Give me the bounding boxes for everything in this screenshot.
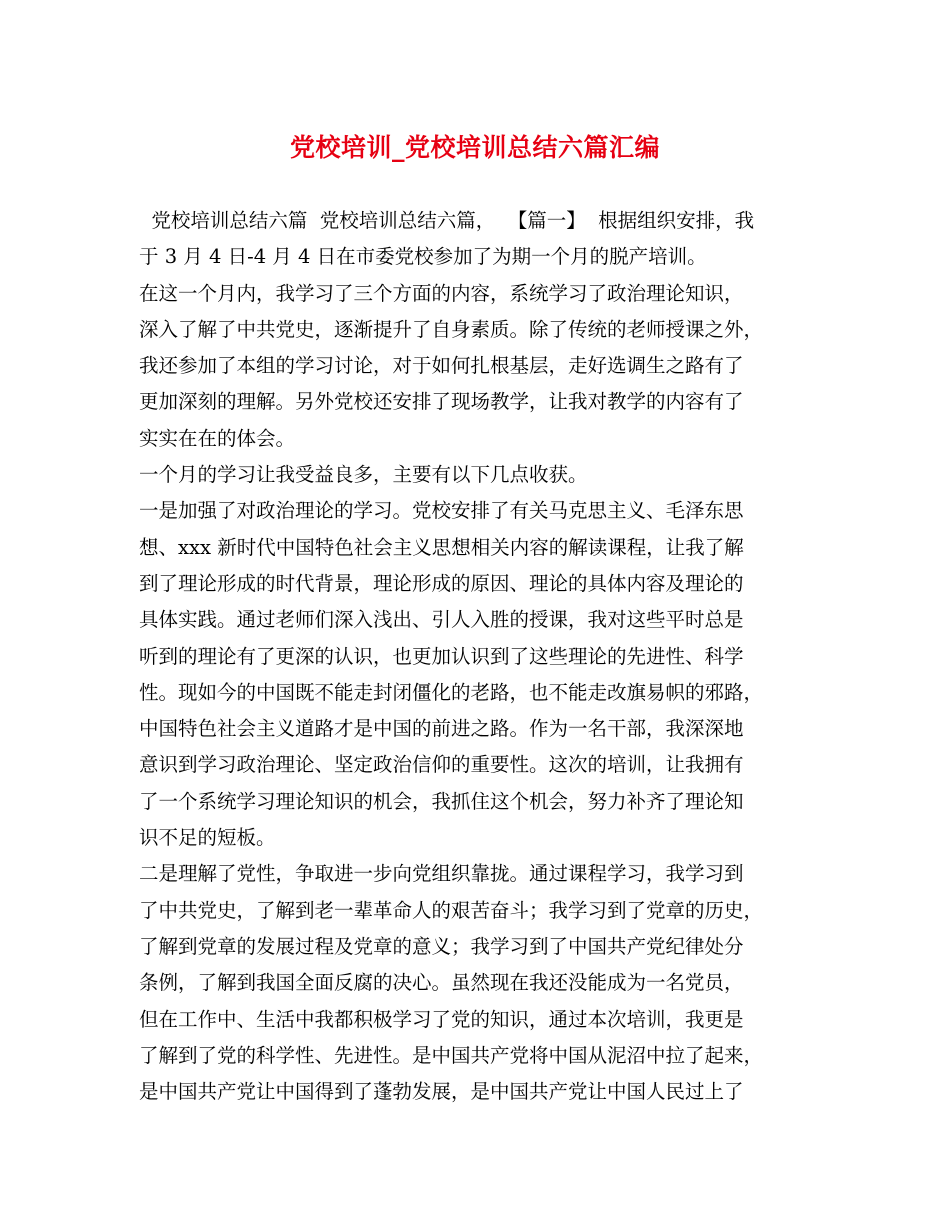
body-line: 了中共党史，了解到老一辈革命人的艰苦奋斗；我学习到了党章的历史， — [139, 898, 764, 922]
body-line: 了解到党章的发展过程及党章的意义；我学习到了中国共产党纪律处分 — [139, 934, 744, 958]
body-line: 性。现如今的中国既不能走封闭僵化的老路，也不能走改旗易帜的邪路， — [139, 680, 764, 704]
document-title: 党校培训_党校培训总结六篇汇编 — [289, 133, 660, 162]
body-line: 意识到学习政治理论、坚定政治信仰的重要性。这次的培训，让我拥有 — [139, 753, 744, 777]
body-line: 深入了解了中共党史，逐渐提升了自身素质。除了传统的老师授课之外， — [139, 317, 764, 341]
body-line: 于 3 月 4 日-4 月 4 日在市委党校参加了为期一个月的脱产培训。 — [139, 245, 707, 269]
body-line: 识不足的短板。 — [139, 826, 276, 850]
body-line: 中国特色社会主义道路才是中国的前进之路。作为一名干部，我深深地 — [139, 717, 744, 741]
body-line: 了一个系统学习理论知识的机会，我抓住这个机会，努力补齐了理论知 — [139, 789, 744, 813]
document-body — [139, 203, 829, 1110]
body-line: 了解到了党的科学性、先进性。是中国共产党将中国从泥沼中拉了起来， — [139, 1043, 764, 1067]
body-line: 一个月的学习让我受益良多，主要有以下几点收获。 — [139, 463, 588, 487]
body-line: 在这一个月内，我学习了三个方面的内容，系统学习了政治理论知识， — [139, 281, 744, 305]
body-line: 到了理论形成的时代背景，理论形成的原因、理论的具体内容及理论的 — [139, 571, 744, 595]
body-line: 但在工作中、生活中我都积极学习了党的知识，通过本次培训，我更是 — [139, 1007, 744, 1031]
body-line: 党校培训总结六篇 党校培训总结六篇， 【篇一】 根据组织安排，我 — [139, 209, 755, 232]
body-line: 想、xxx 新时代中国特色社会主义思想相关内容的解读课程，让我了解 — [139, 535, 744, 559]
body-line: 条例，了解到我国全面反腐的决心。虽然现在我还没能成为一名党员， — [139, 971, 744, 995]
body-line: 实实在在的体会。 — [139, 426, 296, 450]
body-line: 一是加强了对政治理论的学习。党校安排了有关马克思主义、毛泽东思 — [139, 499, 744, 523]
body-line: 我还参加了本组的学习讨论，对于如何扎根基层，走好选调生之路有了 — [139, 354, 744, 378]
body-line: 更加深刻的理解。另外党校还安排了现场教学，让我对教学的内容有了 — [139, 390, 744, 414]
body-line: 是中国共产党让中国得到了蓬勃发展，是中国共产党让中国人民过上了 — [139, 1080, 744, 1104]
body-line: 具体实践。通过老师们深入浅出、引人入胜的授课，我对这些平时总是 — [139, 608, 744, 632]
body-line: 听到的理论有了更深的认识，也更加认识到了这些理论的先进性、科学 — [139, 644, 744, 668]
body-line: 二是理解了党性，争取进一步向党组织靠拢。通过课程学习，我学习到 — [139, 862, 744, 886]
